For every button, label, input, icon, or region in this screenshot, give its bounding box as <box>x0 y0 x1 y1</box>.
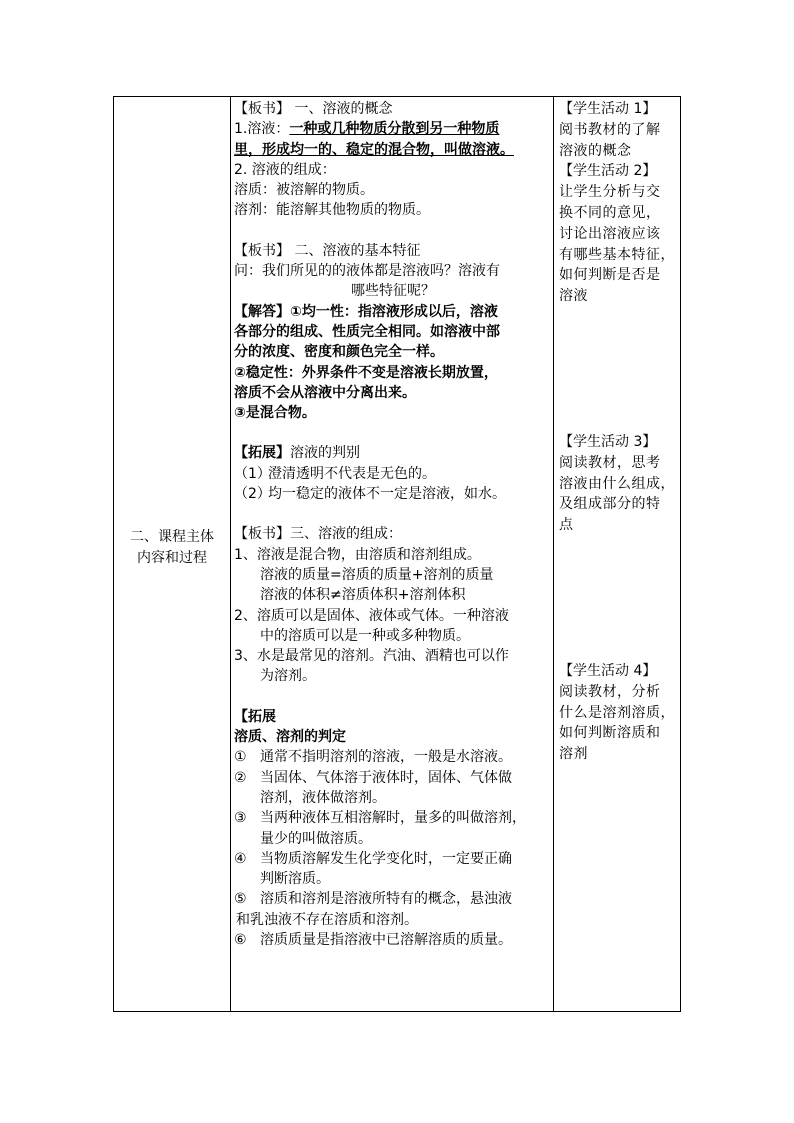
question-text: 哪些特征呢？ <box>351 283 435 300</box>
activity-title: 【学生活动 2】 <box>559 163 657 180</box>
list-item: （2） 均一稳定的液体不一定是溶液，如水。 <box>234 486 506 503</box>
list-item: ⑤ 溶质和溶剂是溶液所特有的概念，悬浊液 <box>234 891 512 908</box>
list-item: 2、溶质可以是固体、液体或气体。一种溶液 <box>234 607 509 624</box>
activity-text: 溶液由什么组成， <box>559 475 675 492</box>
activity-text: 什么是溶剂溶质， <box>559 704 675 721</box>
list-item: 1、溶液是混合物，由溶质和溶剂组成。 <box>234 546 481 563</box>
list-item-detail: 量少的叫做溶质。 <box>260 830 372 847</box>
activity-text: 阅读教材，分析 <box>559 683 661 700</box>
answer-text: ②稳定性：外界条件不变是溶液长期放置， <box>234 364 498 381</box>
activity-text: 讨论出溶液应该 <box>559 225 661 242</box>
solvent-definition: 溶剂：能溶解其他物质的物质。 <box>234 202 430 219</box>
activity-text: 换不同的意见， <box>559 204 661 221</box>
activity-title: 【学生活动 1】 <box>559 101 657 117</box>
content-cell <box>234 99 552 950</box>
list-item: ⑥ 溶质质量是指溶液中已溶解溶质的质量。 <box>234 931 512 948</box>
activity-text: 溶剂 <box>559 746 588 763</box>
extension-title: 【拓展 <box>234 708 276 725</box>
column-divider <box>553 97 554 1011</box>
activity-text: 及组成部分的特 <box>559 496 661 513</box>
extension-title: 【拓展】溶液的判别 <box>234 445 360 462</box>
activity-text: 有哪些基本特征， <box>559 246 675 263</box>
activity-text: 点 <box>559 517 574 534</box>
activity-cell <box>559 99 679 765</box>
list-item-detail: 溶液的体积≠溶质体积+溶剂体积 <box>260 587 466 604</box>
list-item-detail: 溶液的质量=溶质的质量+溶剂的质量 <box>260 566 494 583</box>
section-label-cell <box>114 97 230 1011</box>
list-item: ① 通常不指明溶剂的溶液，一般是水溶液。 <box>234 749 512 766</box>
solute-definition: 溶质：被溶解的物质。 <box>234 182 374 199</box>
activity-title: 【学生活动 4】 <box>559 662 657 679</box>
question-text: 问：我们所见的的液体都是溶液吗？溶液有 <box>234 263 500 280</box>
list-item-detail: 中的溶质可以是一种或多种物质。 <box>260 627 470 644</box>
activity-title: 【学生活动 3】 <box>559 433 657 450</box>
activity-text: 溶液的概念 <box>559 142 632 159</box>
list-item: （1） 澄清透明不代表是无色的。 <box>234 465 436 482</box>
solution-definition: 1.溶液：一种或几种物质分散到另一种物质 <box>234 121 500 138</box>
activity-text: 让学生分析与交 <box>559 184 661 201</box>
list-item: 3、水是最常见的溶剂。汽油、酒精也可以作 <box>234 648 509 665</box>
list-item-detail: 和乳浊液不存在溶质和溶剂。 <box>236 911 418 928</box>
answer-text: 各部分的组成、性质完全相同。如溶液中部 <box>234 323 500 340</box>
list-item-detail: 溶剂，液体做溶剂。 <box>260 789 386 806</box>
answer-text: 溶质不会从溶液中分离出来。 <box>234 384 416 401</box>
section-label: 二、课程主体 内容和过程 <box>130 529 214 566</box>
solution-definition-cont: 里，形成均一的、稳定的混合物，叫做溶液。 <box>234 141 514 158</box>
section-title: 【板书】三、溶液的组成： <box>234 526 402 543</box>
activity-text: 阅书教材的了解 <box>559 121 661 138</box>
activity-text: 如何判断溶质和 <box>559 725 661 742</box>
extension-subtitle: 溶质、溶剂的判定 <box>234 729 346 746</box>
list-item-detail: 判断溶质。 <box>260 871 330 888</box>
answer-text: ③是混合物。 <box>234 405 316 422</box>
list-item: ④ 当物质溶解发生化学变化时，一定要正确 <box>234 850 512 867</box>
lesson-table <box>113 96 681 1012</box>
activity-text: 溶液 <box>559 288 588 305</box>
section-title: 【板书】 二、溶液的基本特征 <box>234 242 421 259</box>
section-title: 【板书】 一、溶液的概念 <box>234 101 393 117</box>
list-item: ③ 当两种液体互相溶解时，量多的叫做溶剂， <box>234 810 526 827</box>
composition-title: 2. 溶液的组成： <box>234 161 336 178</box>
list-item-detail: 为溶剂。 <box>260 668 316 685</box>
activity-text: 如何判断是否是 <box>559 267 661 284</box>
activity-text: 阅读教材，思考 <box>559 454 661 471</box>
list-item: ② 当固体、气体溶于液体时，固体、气体做 <box>234 769 512 786</box>
answer-text: 分的浓度、密度和颜色完全一样。 <box>234 344 444 361</box>
column-divider <box>230 97 231 1011</box>
answer-text: 【解答】①均一性：指溶液形成以后，溶液 <box>234 303 498 320</box>
